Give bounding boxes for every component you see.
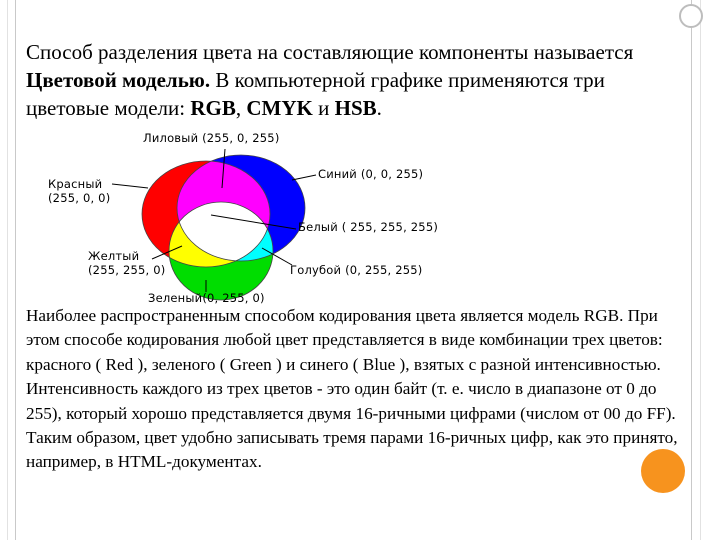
intro-text-1: Способ разделения цвета на составляющие компоненты называется	[26, 40, 634, 64]
label-red-name: Красный	[48, 177, 103, 191]
color-model-term: Цветовой моделью.	[26, 68, 211, 92]
rgb-description-paragraph: Наиболее распространенным способом кодирования цвета является модель RGB. При этом способе кодирования любой цвет представляется в виде комбинации трех цветов: красного ( Red ), зеленого ( Green ) и синего ( Blue ), взятых с разной интенсивностью. Интенсивность каждого из трех цветов - это один байт (т. е. число в диапазоне от 0 до 255), который хорошо представляется двумя 16-ричными цифрами (числом от 00 до FF). Таким образом, цвет удобно записывать тремя парами 16-ричных цифр, как это принято, например, в HTML-документах.	[26, 306, 678, 472]
orange-circle-ornament	[641, 449, 685, 493]
label-blue: Синий (0, 0, 255)	[318, 167, 424, 181]
label-yellow-name: Желтый	[88, 249, 140, 263]
label-red-value: (255, 0, 0)	[48, 191, 111, 205]
separator: ,	[235, 96, 247, 120]
rgb-term: RGB	[190, 96, 236, 120]
label-magenta: Лиловый (255, 0, 255)	[143, 131, 280, 145]
period: .	[376, 96, 382, 120]
label-yellow-value: (255, 255, 0)	[88, 263, 166, 277]
label-white: Белый ( 255, 255, 255)	[298, 220, 439, 234]
label-green: Зеленый(0, 255, 0)	[148, 291, 265, 305]
label-cyan: Голубой (0, 255, 255)	[290, 263, 423, 277]
conjunction: и	[312, 96, 335, 120]
intro-text-2: В компьютерной графике применяются три цветовые модели:	[26, 68, 605, 120]
cmyk-term: CMYK	[246, 96, 313, 120]
hsb-term: HSB	[334, 96, 377, 120]
